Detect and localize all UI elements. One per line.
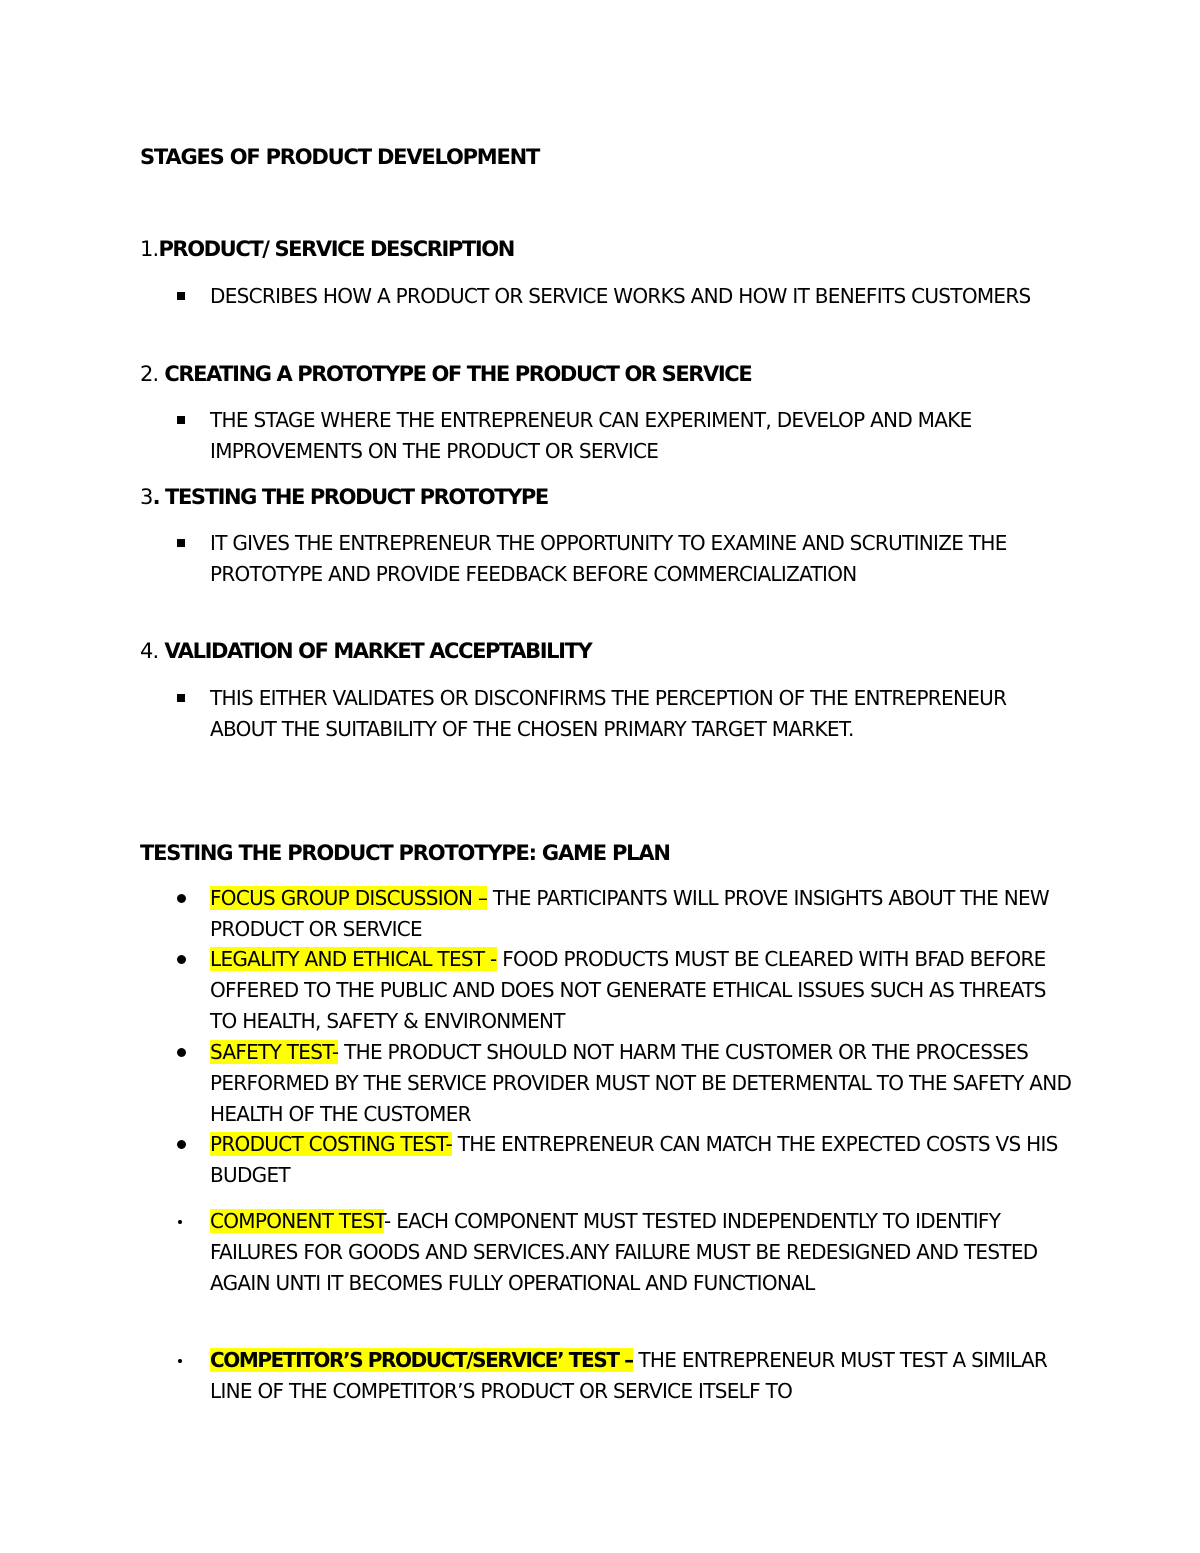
stage-heading-2 [140, 359, 751, 389]
game-plan-item-6 [172, 1345, 1072, 1407]
stage-bullet-3 [172, 528, 1072, 590]
stage-bullet-4 [172, 683, 1072, 745]
game-plan-item-5 [172, 1206, 1072, 1299]
stage-number: 3 [140, 485, 153, 509]
highlighted-term: SAFETY TEST- [210, 1040, 339, 1064]
item-description: THE PRODUCT SHOULD NOT HARM THE CUSTOMER OR THE PROCESSES PERFORMED BY THE SERVICE PROVIDER MUST NOT BE DETERMENTAL TO THE SAFETY AND HEALTH OF THE CUSTOMER [210, 1040, 1072, 1126]
stage-number: 1. [140, 237, 159, 261]
stage-title: . TESTING THE PRODUCT PROTOTYPE [152, 485, 548, 509]
game-plan-item-2 [172, 944, 1072, 1037]
stage-bullet-2 [172, 405, 1072, 467]
item-description: - EACH COMPONENT MUST TESTED INDEPENDENTLY TO IDENTIFY FAILURES FOR GOODS AND SERVICES.ANY FAILURE MUST BE REDESIGNED AND TESTED AGAIN UNTI IT BECOMES FULLY OPERATIONAL AND FUNCTIONAL [210, 1209, 1038, 1295]
stage-heading-4 [140, 636, 591, 666]
stage-bullet-1 [172, 281, 1072, 312]
stage-title: VALIDATION OF MARKET ACCEPTABILITY [164, 639, 592, 663]
stage-heading-1 [140, 234, 514, 264]
highlighted-term: LEGALITY AND ETHICAL TEST - [210, 947, 497, 971]
game-plan-item-1 [172, 883, 1072, 945]
stage-number: 2. [140, 362, 165, 386]
document-title: STAGES OF PRODUCT DEVELOPMENT [140, 145, 540, 169]
item-description: THE ENTREPRENEUR MUST TEST A SIMILAR LINE OF THE COMPETITOR’S PRODUCT OR SERVICE ITSELF TO [210, 1348, 1048, 1403]
stage-description: THE STAGE WHERE THE ENTREPRENEUR CAN EXPERIMENT, DEVELOP AND MAKE IMPROVEMENTS ON THE PRODUCT OR SERVICE [210, 408, 972, 463]
stage-description: IT GIVES THE ENTREPRENEUR THE OPPORTUNITY TO EXAMINE AND SCRUTINIZE THE PROTOTYPE AND PROVIDE FEEDBACK BEFORE COMMERCIALIZATION [210, 531, 1007, 586]
highlighted-term: FOCUS GROUP DISCUSSION – [210, 886, 488, 910]
stage-title: PRODUCT/ SERVICE DESCRIPTION [158, 237, 514, 261]
stage-title: CREATING A PROTOTYPE OF THE PRODUCT OR SERVICE [164, 362, 752, 386]
stage-number: 4. [140, 639, 165, 663]
item-description: THE ENTREPRENEUR CAN MATCH THE EXPECTED COSTS VS HIS BUDGET [210, 1132, 1058, 1187]
game-plan-item-3 [172, 1037, 1072, 1130]
item-description: THE PARTICIPANTS WILL PROVE INSIGHTS ABOUT THE NEW PRODUCT OR SERVICE [210, 886, 1049, 941]
stage-description: DESCRIBES HOW A PRODUCT OR SERVICE WORKS AND HOW IT BENEFITS CUSTOMERS [210, 284, 1031, 308]
highlighted-term: PRODUCT COSTING TEST- [210, 1132, 453, 1156]
item-description: FOOD PRODUCTS MUST BE CLEARED WITH BFAD BEFORE OFFERED TO THE PUBLIC AND DOES NOT GENERATE ETHICAL ISSUES SUCH AS THREATS TO HEALTH, SAFETY & ENVIRONMENT [210, 947, 1046, 1033]
highlighted-term: COMPETITOR’S PRODUCT/SERVICE’ TEST – [210, 1348, 633, 1372]
game-plan-item-4 [172, 1129, 1072, 1191]
highlighted-term: COMPONENT TEST [210, 1209, 385, 1233]
stage-heading-3 [140, 482, 548, 512]
stage-description: THIS EITHER VALIDATES OR DISCONFIRMS THE PERCEPTION OF THE ENTREPRENEUR ABOUT THE SUITABILITY OF THE CHOSEN PRIMARY TARGET MARKET. [210, 686, 1007, 741]
game-plan-heading: TESTING THE PRODUCT PROTOTYPE: GAME PLAN [140, 841, 670, 865]
